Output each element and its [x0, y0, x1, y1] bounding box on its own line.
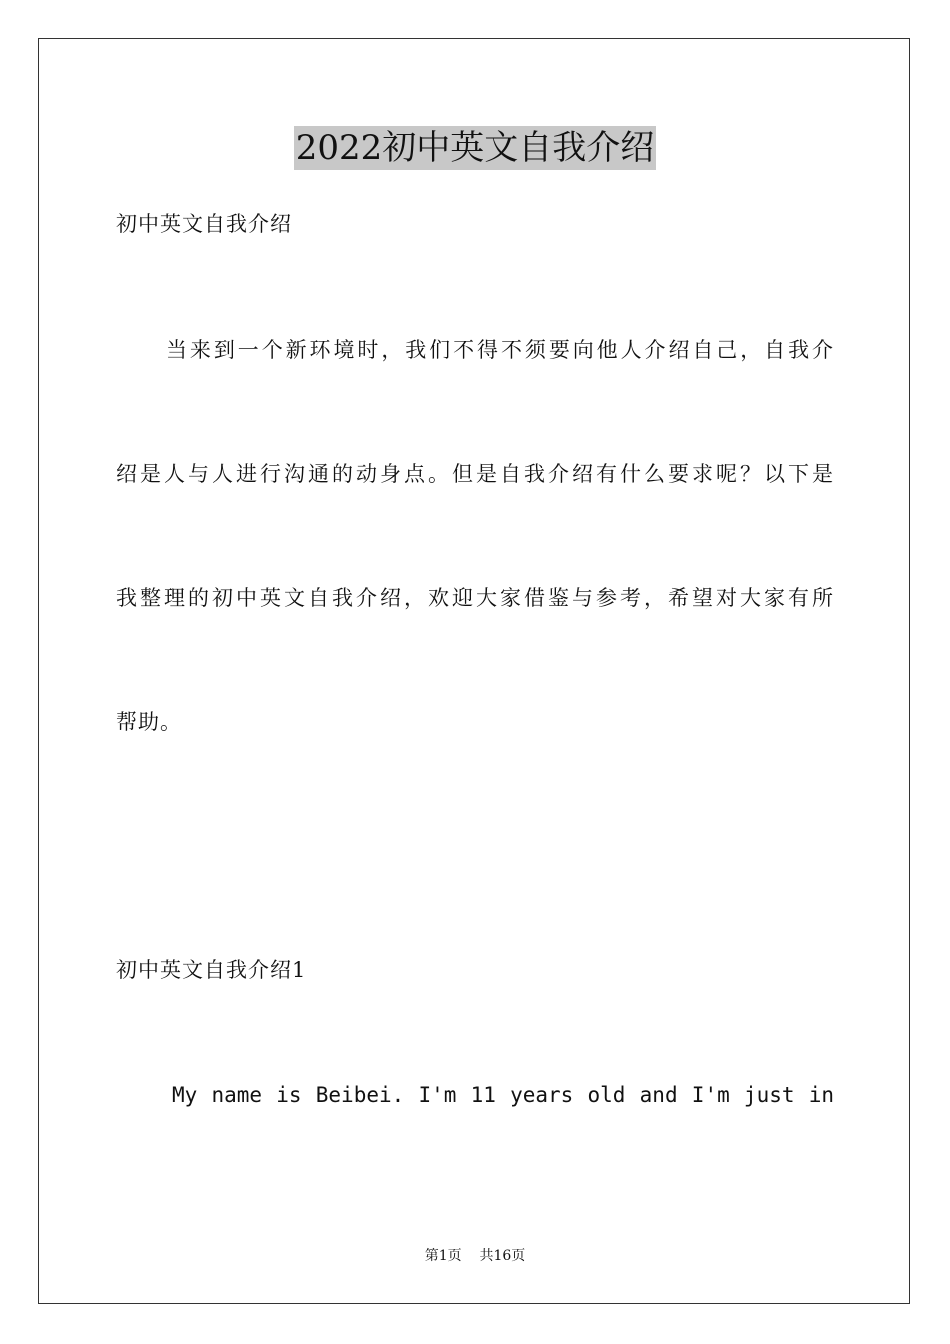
document-title: 2022初中英文自我介绍 [295, 128, 655, 168]
intro-line-2: 绍是人与人进行沟通的动身点。但是自我介绍有什么要求呢？以下是 [116, 462, 834, 486]
page-total: 共16页 [479, 1248, 526, 1264]
document-subtitle: 初中英文自我介绍 [116, 212, 292, 236]
english-paragraph-line: My name is Beibei. I'm 11 years old and I'm just in [172, 1083, 834, 1107]
intro-line-4: 帮助。 [116, 710, 182, 734]
page-number: 第1页 [424, 1248, 462, 1264]
intro-line-3: 我整理的初中英文自我介绍，欢迎大家借鉴与参考，希望对大家有所 [116, 586, 834, 610]
section-heading: 初中英文自我介绍1 [116, 958, 307, 982]
page-footer [0, 1246, 950, 1266]
title-container [0, 126, 950, 170]
intro-line-1: 当来到一个新环境时，我们不得不须要向他人介绍自己，自我介 [166, 338, 834, 362]
